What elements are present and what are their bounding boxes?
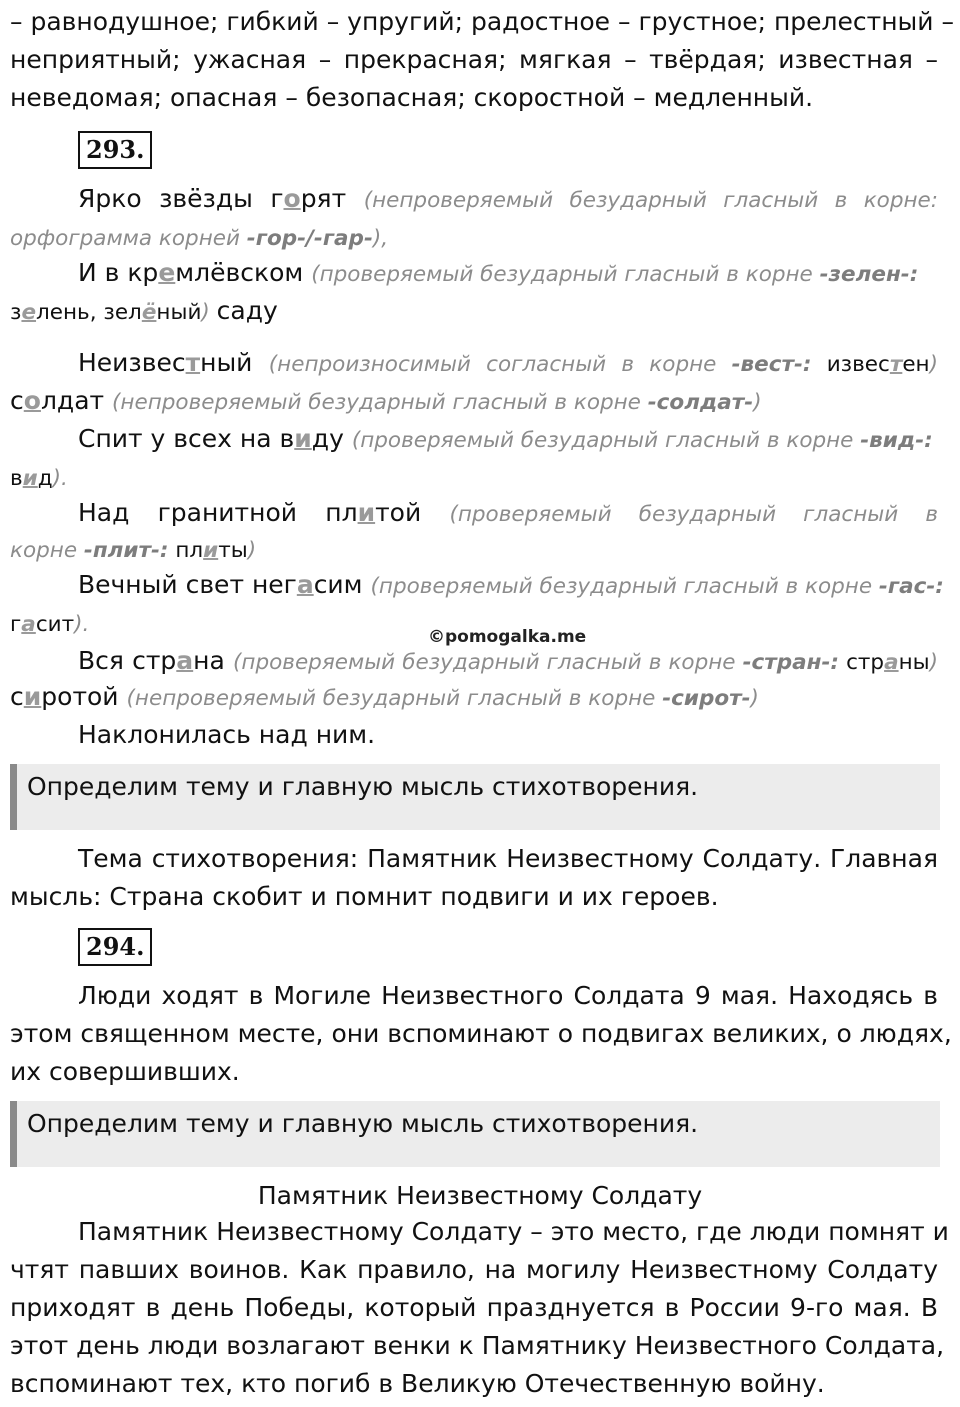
highlighted-letter: и <box>294 424 312 453</box>
highlighted-letter: а <box>296 570 314 599</box>
poem-line: Спит у всех на виду (проверяемый безударный гласный в корне -вид-: <box>78 424 933 453</box>
highlighted-letter: и <box>203 538 219 563</box>
poem-line: Наклонилась над ним. <box>78 720 376 749</box>
text-line: неприятный; ужасная – прекрасная; мягкая – твёрдая; известная – <box>10 45 938 74</box>
highlighted-letter: а <box>176 646 194 675</box>
spelling-note: (непроверяемый безударный гласный в корне -солдат-) <box>112 390 762 415</box>
poem-line: сиротой (непроверяемый безударный гласный в корне -сирот-) <box>10 682 759 711</box>
note-line: корне -плит-: плиты) <box>10 538 257 563</box>
highlighted-letter: о <box>23 386 41 415</box>
text-line: приходят в день Победы, который празднуется в России 9-го мая. В <box>10 1293 938 1322</box>
spelling-note: (непроизносимый согласный в корне -вест-: известен) <box>268 352 938 377</box>
text-line: их совершивших. <box>10 1057 240 1086</box>
text-line: этом священном месте, они вспоминают о подвигах великих, о людях, <box>10 1019 952 1048</box>
poem-line <box>78 180 938 218</box>
poem-line: Неизвестный (непроизносимый согласный в корне -вест-: известен) <box>78 348 938 377</box>
highlighted-letter: и <box>22 466 38 491</box>
highlighted-letter: ё <box>141 300 157 325</box>
poem-line: Вечный свет негасим (проверяемый безударный гласный в корне -гас-: <box>78 570 944 599</box>
watermark: ©pomogalka.me <box>428 627 587 647</box>
highlighted-letter: и <box>23 682 42 711</box>
spelling-note: (проверяемый безударный гласный в корне -гас-: <box>370 574 944 599</box>
spelling-note: (проверяемый безударный гласный в корне -стран-: страны) <box>233 650 939 675</box>
note-line: зелень, зелёный) саду <box>10 296 278 325</box>
poem-text: саду <box>216 296 278 325</box>
text-line: – равнодушное; гибкий – упругий; радостное – грустное; прелестный – <box>10 7 954 36</box>
highlighted-letter: е <box>21 300 37 325</box>
spelling-note: орфограмма корней -гор-/-гар-), <box>10 226 389 251</box>
highlighted-letter: е <box>158 258 176 287</box>
poem-line: Вся страна (проверяемый безударный гласный в корне -стран-: страны) <box>78 646 939 675</box>
note-line: гасит). <box>10 612 90 637</box>
poem-line: И в кремлёвском (проверяемый безударный гласный в корне -зелен-: <box>78 258 919 287</box>
poem-text: Ярко звёзды горят <box>78 184 347 213</box>
note-line <box>10 218 938 256</box>
exercise-number: 294. <box>78 928 152 966</box>
text-line: мысль: Страна скобит и помнит подвиги и их героев. <box>10 882 719 911</box>
spelling-note: (непроверяемый безударный гласный в корне: <box>363 188 939 213</box>
text-line: Памятник Неизвестному Солдату – это место, где люди помнят и <box>78 1217 949 1246</box>
section-callout: Определим тему и главную мысль стихотворения. <box>10 764 940 830</box>
highlighted-letter: и <box>357 498 376 527</box>
text-line: Тема стихотворения: Памятник Неизвестному Солдату. Главная <box>78 844 938 873</box>
spelling-note: (проверяемый безударный гласный в корне -зелен-: <box>311 262 919 287</box>
text-line: вспоминают тех, кто погиб в Великую Отечественную войну. <box>10 1369 825 1398</box>
text-line: этот день люди возлагают венки к Памятнику Неизвестного Солдата, <box>10 1331 945 1360</box>
spelling-note: (непроверяемый безударный гласный в корне -сирот-) <box>126 686 759 711</box>
spelling-note: (проверяемый безударный гласный в <box>449 502 939 527</box>
text-line: неведомая; опасная – безопасная; скоростной – медленный. <box>10 83 814 112</box>
text-line: Люди ходят в Могиле Неизвестного Солдата 9 мая. Находясь в <box>78 981 938 1010</box>
highlighted-letter: а <box>21 612 36 637</box>
spelling-note: (проверяемый безударный гласный в корне -вид-: <box>351 428 933 453</box>
text-line: чтят павших воинов. Как правило, на могилу Неизвестному Солдату <box>10 1255 938 1284</box>
essay-title: Памятник Неизвестному Солдату <box>257 1181 703 1210</box>
note-line: вид). <box>10 466 68 491</box>
section-callout: Определим тему и главную мысль стихотворения. <box>10 1101 940 1167</box>
highlighted-letter: т <box>185 348 201 377</box>
poem-line: Над гранитной плитой (проверяемый безударный гласный в <box>78 498 939 527</box>
poem-line: солдат (непроверяемый безударный гласный в корне -солдат-) <box>10 386 762 415</box>
exercise-number: 293. <box>78 131 152 169</box>
highlighted-letter: о <box>283 184 301 213</box>
